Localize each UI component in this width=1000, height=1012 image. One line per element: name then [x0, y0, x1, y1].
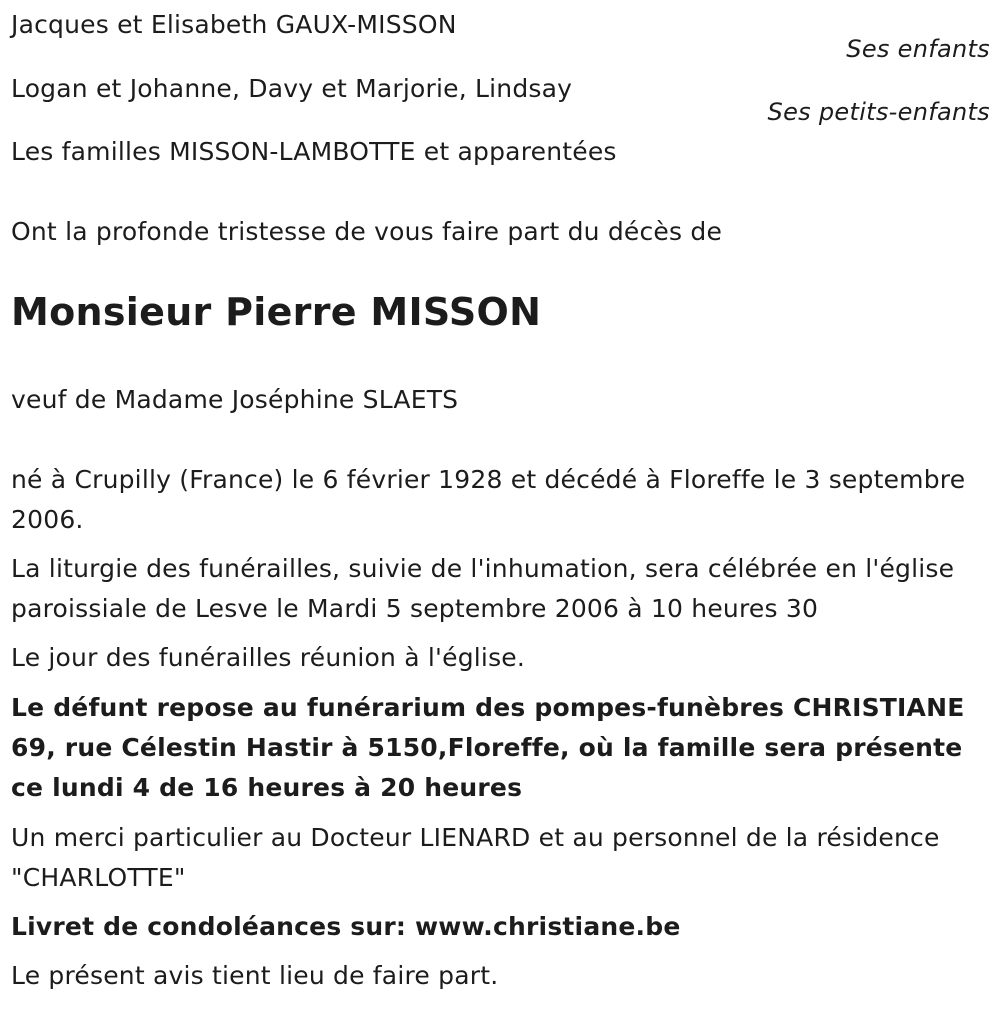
announcement-text: Ont la profonde tristesse de vous faire part du décès de	[11, 217, 723, 246]
notice-text: Le présent avis tient lieu de faire part.	[11, 961, 499, 990]
meeting-text: Le jour des funérailles réunion à l'église.	[11, 643, 526, 672]
condolences-link-text: Livret de condoléances sur: www.christiane.be	[11, 912, 681, 941]
extended-families: Les familles MISSON-LAMBOTTE et apparentées	[11, 137, 617, 166]
liturgy-text: La liturgie des funérailles, suivie de l'inhumation, sera célébrée en l'église paroissiale de Lesve le Mardi 5 septembre 2006 à 10 heures 30	[11, 554, 955, 623]
children-names: Jacques et Elisabeth GAUX-MISSON	[11, 10, 457, 39]
grandchildren-role: Ses petits-enfants	[767, 98, 990, 126]
children-role: Ses enfants	[846, 35, 990, 63]
thanks-text: Un merci particulier au Docteur LIENARD et au personnel de la résidence "CHARLOTTE"	[11, 823, 940, 892]
funerarium-text: Le défunt repose au funérarium des pompes-funèbres CHRISTIANE 69, rue Célestin Hastir à 5150,Floreffe, où la famille sera présente ce lundi 4 de 16 heures à 20 heures	[11, 693, 965, 802]
birth-death-text: né à Crupilly (France) le 6 février 1928 et décédé à Floreffe le 3 septembre 2006.	[11, 465, 966, 534]
widower-text: veuf de Madame Joséphine SLAETS	[11, 385, 459, 414]
grandchildren-names: Logan et Johanne, Davy et Marjorie, Lindsay	[11, 74, 573, 103]
deceased-name: Monsieur Pierre MISSON	[11, 290, 542, 334]
